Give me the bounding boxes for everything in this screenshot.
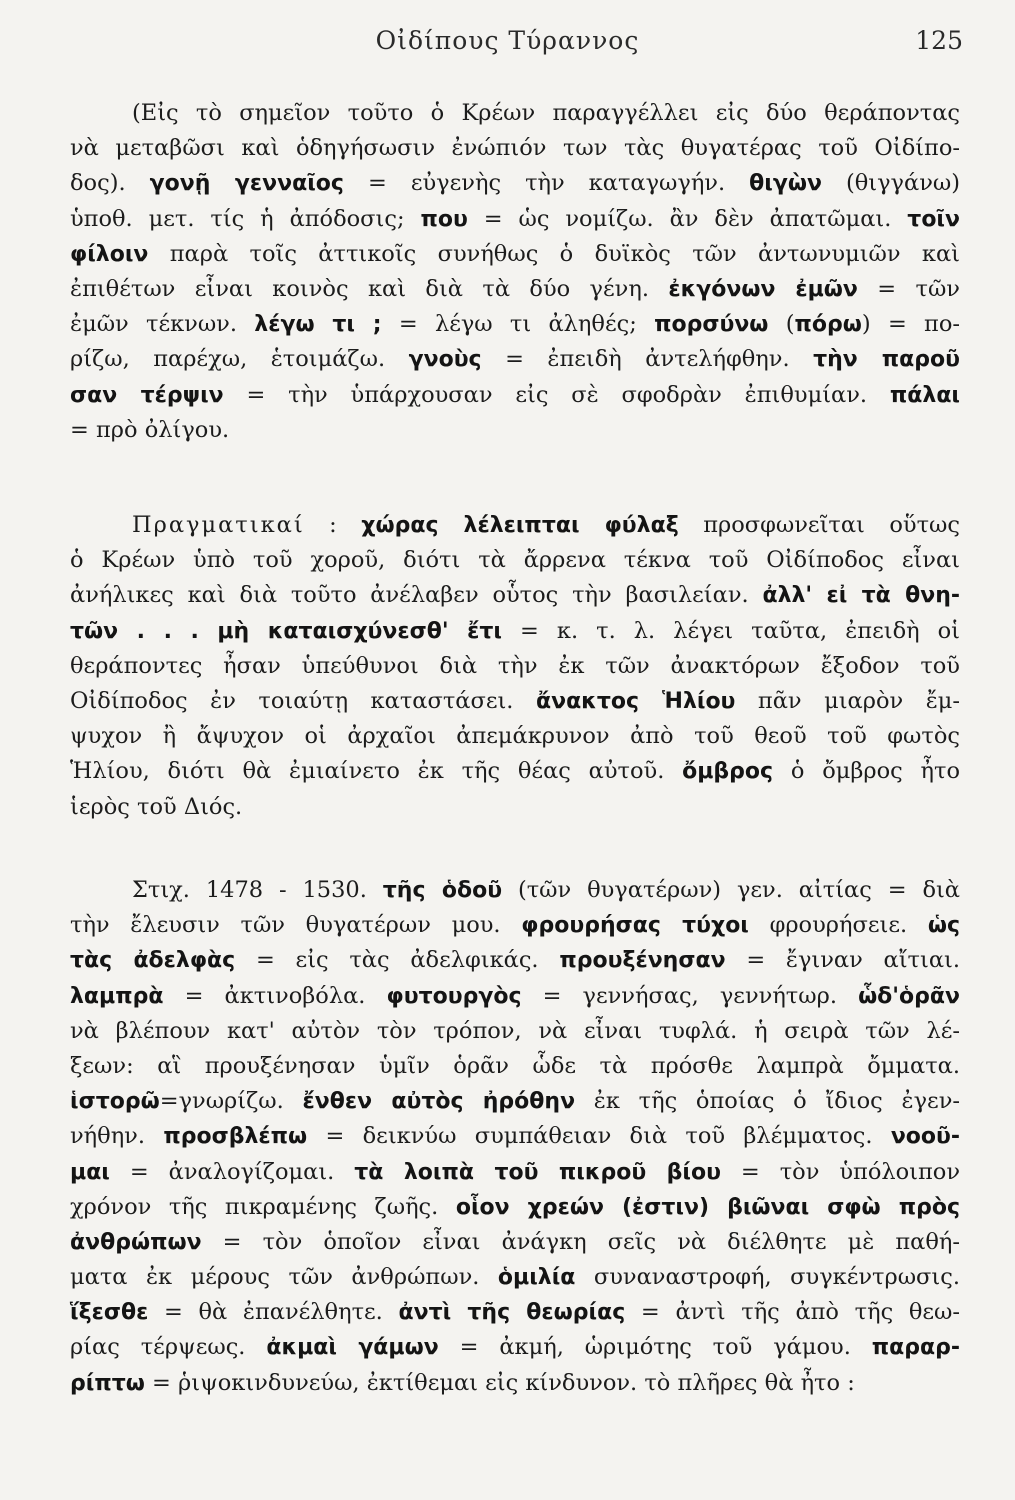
- lemma-term: ἀλλ' εἰ τὰ θνη-: [762, 583, 960, 609]
- gloss-text: παρὰ τοῖς ἀττικοῖς συνήθως ὁ δυϊκὸς τῶν ἀντωνυμιῶν καὶ: [148, 240, 960, 267]
- lemma-term: θιγὼν: [749, 171, 822, 197]
- text-line: [70, 943, 960, 978]
- gloss-text: = εὐγενὴς τὴν καταγωγήν.: [343, 170, 750, 197]
- lemma-term: ὧδ'ὁρᾶν: [858, 983, 960, 1009]
- text-line: [70, 96, 960, 131]
- gloss-text: = ὡς νομίζω. ἂν δὲν ἀπατῶμαι.: [467, 205, 908, 232]
- lemma-term: που: [420, 206, 468, 232]
- lemma-term: τῶν . . . μὴ καταισχύνεσθ' ἔτι: [70, 618, 502, 644]
- text-line: [70, 979, 960, 1014]
- lemma-term: τὴν παροῦ: [813, 347, 960, 373]
- lemma-term: φρουρήσας τύχοι: [521, 913, 749, 939]
- gloss-text: = ἔγιναν αἴτιαι.: [725, 947, 960, 974]
- lemma-term: ἀκμαὶ γάμων: [266, 1335, 439, 1361]
- text-line: [70, 1295, 960, 1330]
- gloss-text: ἱερὸς τοῦ Διός.: [70, 793, 243, 820]
- lemma-term: τὰ λοιπὰ τοῦ πικροῦ βίου: [354, 1159, 721, 1185]
- gloss-text: ἐμῶν τέκνων.: [70, 311, 255, 338]
- text-line: [70, 1084, 960, 1119]
- gloss-text: = τὸν ὁποῖον εἶναι ἀνάγκη σεῖς νὰ διέλθητε μὲ παθή-: [201, 1228, 960, 1255]
- lemma-term: τοῖν: [907, 206, 960, 232]
- lemma-term: λέγω τι ;: [254, 312, 382, 338]
- gloss-text: = πρὸ ὀλίγου.: [70, 416, 230, 443]
- text-line: [70, 378, 960, 413]
- text-line: [70, 908, 960, 943]
- lemma-term: ὁμιλία: [497, 1265, 576, 1291]
- text-line: [70, 1119, 960, 1154]
- text-line: [70, 1190, 960, 1225]
- text-line: [70, 413, 960, 448]
- gloss-text: Στιχ. 1478 - 1530.: [132, 877, 383, 903]
- gloss-text: τὴν ἔλευσιν τῶν θυγατέρων μου.: [70, 912, 522, 939]
- section-label: Πραγματικαί: [132, 512, 305, 538]
- lemma-term: πορσύνω: [654, 312, 769, 338]
- lemma-term: πόρω: [794, 312, 862, 338]
- paragraph-notes-1: [70, 96, 960, 448]
- gloss-text: = κ. τ. λ. λέγει ταῦτα, ἐπειδὴ οἱ: [502, 617, 960, 644]
- text-line: [70, 578, 960, 613]
- text-line: [70, 719, 960, 754]
- text-line: [70, 790, 960, 825]
- gloss-text: (Εἰς τὸ σημεῖον τοῦτο ὁ Κρέων παραγγέλλει εἰς δύο θεράποντας: [132, 100, 960, 126]
- gloss-text: ματα ἐκ μέρους τῶν ἀνθρώπων.: [70, 1264, 498, 1291]
- gloss-text: = ῥιψοκινδυνεύω, ἐκτίθεμαι εἰς κίνδυνον. τὸ πλῆρες θὰ ἦτο :: [144, 1369, 855, 1396]
- lemma-term: οἷον χρεών (ἐστιν) βιῶναι σφὼ πρὸς: [455, 1194, 961, 1220]
- paragraph-notes-3: [70, 873, 960, 1401]
- text-line: [70, 543, 960, 578]
- gloss-text: = ἀντὶ τῆς ἀπὸ τῆς θεω-: [625, 1299, 960, 1326]
- lemma-term: πάλαι: [889, 382, 960, 408]
- gloss-text: νήθην.: [70, 1123, 164, 1150]
- lemma-term: ἱστορῶ: [70, 1089, 160, 1115]
- running-title: Οἰδίπους Τύραννος: [375, 26, 640, 55]
- gloss-text: συναναστροφή, συγκέντρωσις.: [575, 1264, 960, 1291]
- gloss-text: = ἀκμή, ὡριμότης τοῦ γάμου.: [438, 1334, 872, 1361]
- gloss-text: = γεννήσας, γεννήτωρ.: [521, 982, 859, 1009]
- lemma-term: τὰς ἀδελφὰς: [70, 948, 236, 974]
- text-line: [70, 873, 960, 908]
- lemma-term: ἵξεσθε: [70, 1300, 149, 1326]
- lemma-term: λαμπρὰ: [70, 983, 164, 1009]
- page-header: [0, 22, 1015, 62]
- lemma-term: ὡς: [927, 913, 961, 939]
- lemma-term: φυτουργὸς: [386, 983, 522, 1009]
- lemma-term: τῆς ὁδοῦ: [382, 878, 503, 903]
- text-line: [70, 272, 960, 307]
- lemma-term: μαι: [70, 1159, 110, 1185]
- gloss-text: = ἐπειδὴ ἀντελήφθην.: [481, 346, 814, 373]
- text-line: [70, 754, 960, 789]
- lemma-term: γονῇ γενναῖος: [149, 171, 344, 197]
- gloss-text: :: [304, 512, 362, 538]
- gloss-text: χρόνον τῆς πικραμένης ζωῆς.: [70, 1193, 456, 1220]
- lemma-term: ἔνθεν αὐτὸς ἠρόθην: [302, 1089, 576, 1115]
- gloss-text: (τῶν θυγατέρων) γεν. αἰτίας = διὰ: [502, 877, 961, 903]
- text-line: [70, 342, 960, 377]
- gloss-text: = θὰ ἐπανέλθητε.: [148, 1299, 399, 1326]
- gloss-text: νὰ μεταβῶσι καὶ ὁδηγήσωσιν ἐνώπιόν των τὰς θυγατέρας τοῦ Οἰδίπο-: [70, 135, 960, 162]
- lemma-term: παραρ-: [871, 1335, 960, 1361]
- text-line: [70, 1155, 960, 1190]
- gloss-text: ὑποθ. μετ. τίς ἡ ἀπόδοσις;: [70, 205, 421, 232]
- gloss-text: φρουρήσειε.: [748, 912, 928, 939]
- gloss-text: = εἰς τὰς ἀδελφικάς.: [235, 947, 560, 974]
- gloss-text: ὁ Κρέων ὑπὸ τοῦ χοροῦ, διότι τὰ ἄρρενα τέκνα τοῦ Οἰδίποδος εἶναι: [70, 547, 960, 574]
- lemma-term: ὄμβρος: [682, 759, 774, 785]
- lemma-term: ἀνθρώπων: [70, 1229, 202, 1255]
- text-line: [70, 307, 960, 342]
- lemma-term: ἐκγόνων ἐμῶν: [668, 276, 858, 302]
- gloss-text: ἐπιθέτων εἶναι κοινὸς καὶ διὰ τὰ δύο γένη.: [70, 275, 669, 302]
- text-line: [70, 131, 960, 166]
- gloss-text: προσφωνεῖται οὕτως: [678, 512, 960, 538]
- gloss-text: Οἰδίποδος ἐν τοιαύτῃ καταστάσει.: [70, 687, 536, 714]
- gloss-text: νὰ βλέπουν κατ' αὐτὸν τὸν τρόπον, νὰ εἶναι τυφλά. ἡ σειρὰ τῶν λέ-: [70, 1017, 960, 1044]
- lemma-term: ρίπτω: [70, 1370, 145, 1396]
- text-line: [70, 1049, 960, 1084]
- text-line: [70, 1225, 960, 1260]
- text-line: [70, 202, 960, 237]
- gloss-text: =γνωρίζω.: [159, 1088, 303, 1115]
- text-line: [70, 684, 960, 719]
- text-line: [70, 1014, 960, 1049]
- text-line: [70, 614, 960, 649]
- lemma-term: ἀντὶ τῆς θεωρίας: [398, 1300, 626, 1326]
- page-number: 125: [915, 26, 963, 55]
- gloss-text: δος).: [70, 170, 150, 197]
- gloss-text: = ἀκτινοβόλα.: [163, 982, 387, 1009]
- gloss-text: ἐκ τῆς ὁποίας ὁ ἴδιος ἐγεν-: [575, 1088, 960, 1115]
- text-line: [70, 237, 960, 272]
- gloss-text: = τὸν ὑπόλοιπον: [720, 1158, 961, 1185]
- gloss-text: πᾶν μιαρὸν ἔμ-: [735, 687, 960, 714]
- lemma-term: χώρας λέλειπται φύλαξ: [361, 513, 679, 538]
- gloss-text: ρίζω, παρέχω, ἑτοιμάζω.: [70, 346, 409, 373]
- lemma-term: προυξένησαν: [559, 948, 726, 974]
- gloss-text: ὁ ὄμβρος ἦτο: [773, 758, 960, 785]
- gloss-text: = τῶν: [857, 275, 960, 302]
- lemma-term: προσβλέπω: [163, 1124, 308, 1150]
- gloss-text: (θιγγάνω): [821, 170, 960, 197]
- gloss-text: = λέγω τι ἀληθές;: [381, 311, 655, 338]
- text-line: [70, 166, 960, 201]
- gloss-text: = τὴν ὑπάρχουσαν εἰς σὲ σφοδρὰν ἐπιθυμίαν.: [223, 381, 890, 408]
- gloss-text: = δεικνύω συμπάθειαν διὰ τοῦ βλέμματος.: [307, 1123, 891, 1150]
- gloss-text: Ἡλίου, διότι θὰ ἐμιαίνετο ἐκ τῆς θέας αὐτοῦ.: [70, 758, 683, 785]
- lemma-term: γνοὺς: [408, 347, 482, 373]
- gloss-text: ) = πο-: [861, 311, 960, 338]
- text-line: [70, 1330, 960, 1365]
- text-line: [70, 1366, 960, 1401]
- gloss-text: θεράποντες ἦσαν ὑπεύθυνοι διὰ τὴν ἐκ τῶν ἀνακτόρων ἔξοδον τοῦ: [70, 652, 960, 679]
- lemma-term: φίλοιν: [70, 241, 149, 267]
- lemma-term: νοοῦ-: [890, 1124, 961, 1150]
- gloss-text: = ἀναλογίζομαι.: [109, 1158, 355, 1185]
- gloss-text: ψυχον ἢ ἄψυχον οἱ ἀρχαῖοι ἀπεμάκρυνον ἀπὸ τοῦ θεοῦ τοῦ φωτὸς: [70, 723, 960, 750]
- gloss-text: ἀνήλικες καὶ διὰ τοῦτο ἀνέλαβεν οὗτος τὴν βασιλείαν.: [70, 582, 763, 609]
- text-line: [70, 1260, 960, 1295]
- text-line: [70, 649, 960, 684]
- gloss-text: ρίας τέρψεως.: [70, 1334, 267, 1361]
- paragraph-notes-2: [70, 508, 960, 825]
- text-line: [70, 508, 960, 543]
- lemma-term: σαν τέρψιν: [70, 382, 224, 408]
- gloss-text: ξεων: αἳ προυξένησαν ὑμῖν ὁρᾶν ὧδε τὰ πρόσθε λαμπρὰ ὄμματα.: [70, 1052, 960, 1079]
- gloss-text: (: [768, 311, 795, 338]
- lemma-term: ἄνακτος Ἡλίου: [535, 688, 736, 714]
